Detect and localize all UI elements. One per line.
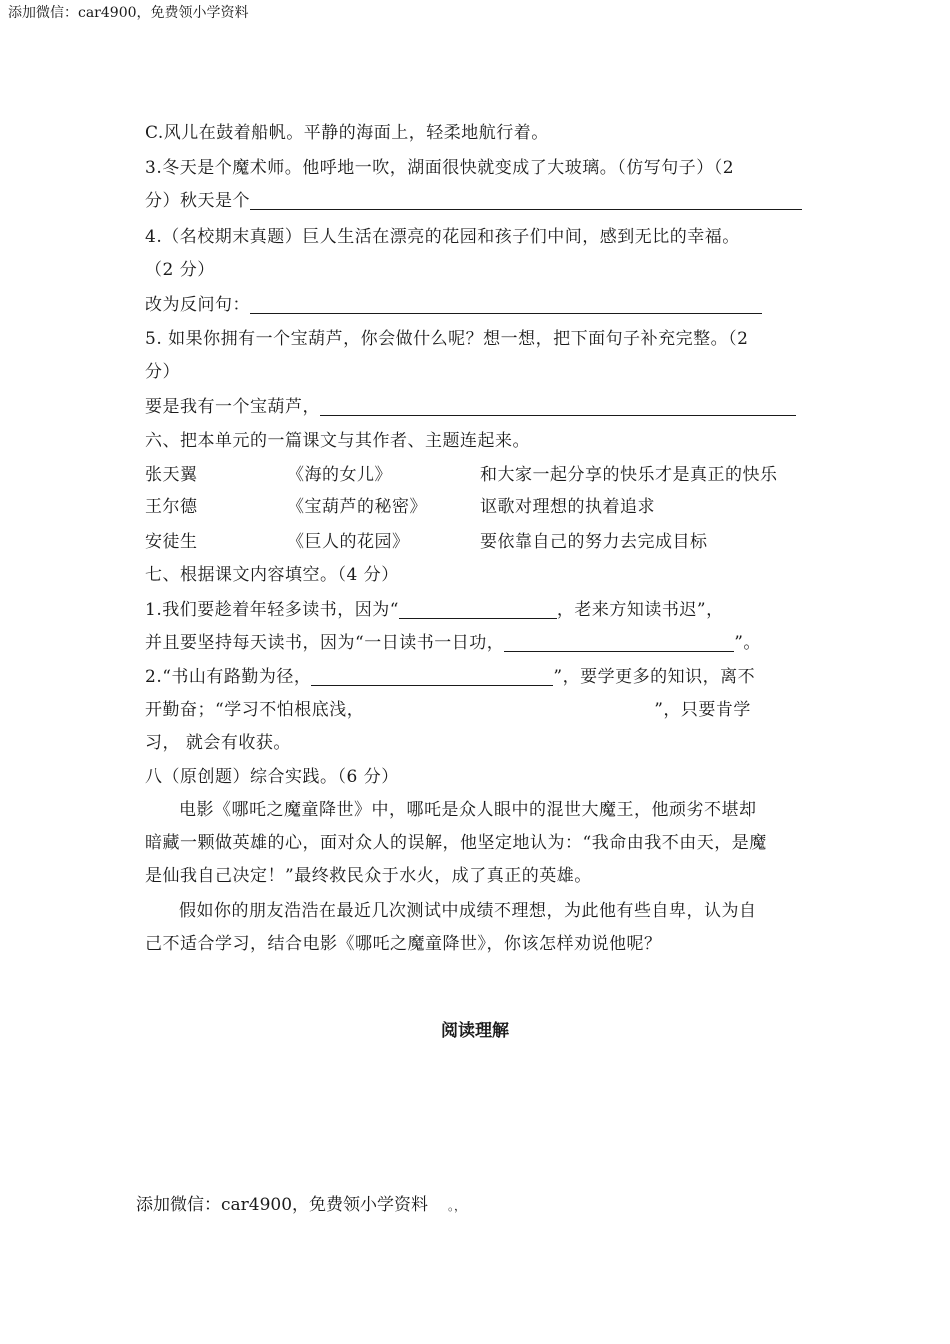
question-5-line1: 5. 如果你拥有一个宝葫芦，你会做什么呢？想一想，把下面句子补充完整。（2 — [145, 329, 749, 349]
section-7-q1-line2 — [145, 628, 761, 653]
section-7-q2-line3: 习， 就会有收获。 — [145, 733, 291, 753]
answer-blank-q4[interactable] — [250, 294, 762, 314]
q1-text-c: 并且要坚持每天读书，因为“一日读书一日功， — [145, 633, 505, 653]
work-2: 《宝葫芦的秘密》 — [287, 497, 427, 517]
q1-text-a: 1.我们要趁着年轻多读书，因为“ — [145, 600, 399, 620]
question-c: C.风儿在鼓着船帆。平静的海面上，轻柔地航行着。 — [145, 123, 549, 143]
section-8-p1-line1: 电影《哪吒之魔童降世》中，哪吒是众人眼中的混世大魔王，他顽劣不堪却 — [179, 800, 757, 820]
theme-1: 和大家一起分享的快乐才是真正的快乐 — [480, 465, 778, 485]
question-3-prompt: 分）秋天是个 — [145, 191, 250, 211]
question-4-line3 — [145, 290, 762, 315]
section-8-p2-line1: 假如你的朋友浩浩在最近几次测试中成绩不理想，为此他有些自卑，认为自 — [179, 901, 757, 921]
answer-blank-7-1a[interactable] — [399, 599, 557, 619]
header-watermark: 添加微信：car4900，免费领小学资料 — [8, 5, 249, 21]
section-7-q2-line2 — [145, 695, 751, 720]
question-3-line2 — [145, 186, 802, 211]
author-1: 张天翼 — [145, 465, 198, 485]
section-7-q1-line1 — [145, 595, 724, 620]
theme-2: 讴歌对理想的执着追求 — [480, 497, 655, 517]
footer-text: 添加微信：car4900，免费领小学资料 — [136, 1195, 429, 1215]
footer-mark: 。， — [448, 1199, 467, 1213]
question-3-line1: 3.冬天是个魔术师。他呼地一吹，湖面很快就变成了大玻璃。（仿写句子）（2 — [145, 158, 735, 178]
section-8-p2-line2: 己不适合学习，结合电影《哪吒之魔童降世》，你该怎样劝说他呢？ — [145, 934, 662, 954]
question-5-line3 — [145, 392, 796, 417]
section-6-title: 六、把本单元的一篇课文与其作者、主题连起来。 — [145, 431, 530, 451]
answer-blank-q5[interactable] — [320, 396, 796, 416]
answer-blank-7-1b[interactable] — [504, 632, 734, 652]
section-7-q2-line1 — [145, 662, 755, 687]
q2-text-a: 2.“书山有路勤为径， — [145, 667, 312, 687]
author-3: 安徒生 — [145, 532, 198, 552]
question-5-prompt: 要是我有一个宝葫芦， — [145, 397, 320, 417]
theme-3: 要依靠自己的努力去完成目标 — [480, 532, 708, 552]
q2-text-d: ”，只要肯学 — [654, 700, 751, 720]
q1-text-d: ”。 — [734, 633, 761, 653]
question-4-prompt: 改为反问句： — [145, 295, 250, 315]
q1-text-b: ，老来方知读书迟”， — [556, 600, 724, 620]
work-3: 《巨人的花园》 — [287, 532, 410, 552]
section-8-p1-line3: 是仙我自己决定！”最终救民众于水火，成了真正的英雄。 — [145, 866, 592, 886]
section-8-title: 八（原创题）综合实践。（6 分） — [145, 767, 399, 787]
question-5-score: 分） — [145, 362, 180, 382]
answer-blank-7-2a[interactable] — [311, 666, 553, 686]
work-1: 《海的女儿》 — [287, 465, 392, 485]
footer-watermark — [136, 1190, 466, 1215]
answer-blank-q3[interactable] — [250, 190, 802, 210]
q2-text-c: 开勤奋；“学习不怕根底浅， — [145, 700, 365, 720]
reading-comprehension-title: 阅读理解 — [441, 1021, 509, 1041]
q2-text-b: ”，要学更多的知识，离不 — [553, 667, 756, 687]
question-4-score: （2 分） — [145, 260, 215, 280]
section-7-title: 七、根据课文内容填空。（4 分） — [145, 565, 399, 585]
author-2: 王尔德 — [145, 497, 198, 517]
section-8-p1-line2: 暗藏一颗做英雄的心，面对众人的误解，他坚定地认为：“我命由我不由天，是魔 — [145, 833, 767, 853]
question-4-line1: 4.（名校期末真题）巨人生活在漂亮的花园和孩子们中间，感到无比的幸福。 — [145, 227, 740, 247]
